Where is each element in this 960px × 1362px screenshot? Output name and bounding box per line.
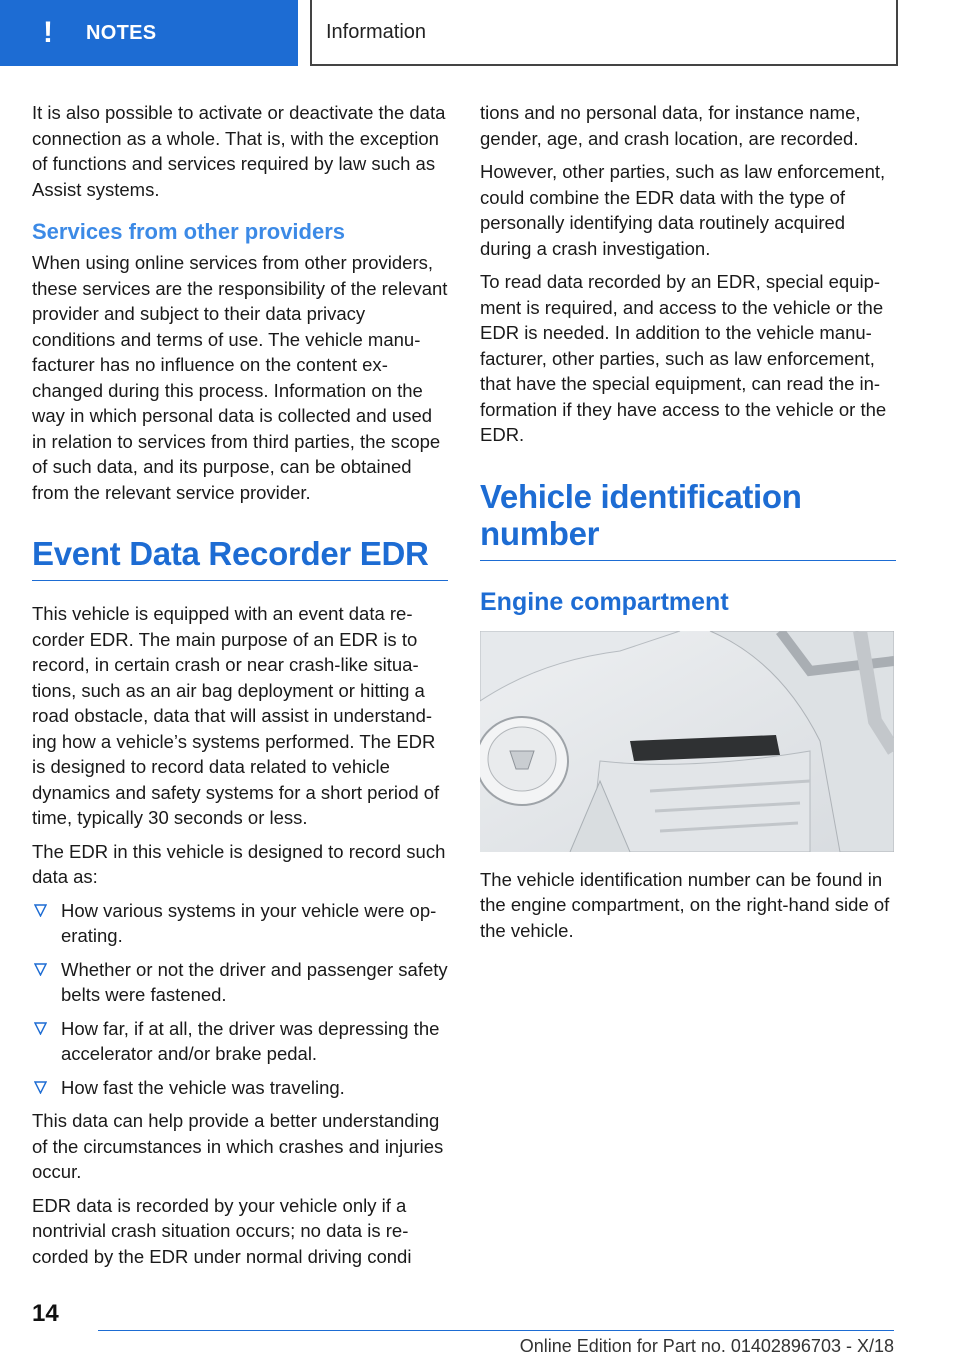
edr-divider [32,580,448,581]
services-paragraph: When using online services from other providers, these services are the responsibility of the relevant provider and subject to their data privacy conditions and terms of use. The vehicle manufacturer has no influence on the content exchanged during this process. Information on the way in which personal data is collected and used in relation to services from third parties, the scope of such data, and its purpose, can be obtained from the relevant service provider. [32,252,448,503]
engine-heading: Engine compartment [480,587,729,616]
services-heading: Services from other providers [32,219,346,244]
intro-paragraph: It is also possible to activate or deactivate the data connection as a whole. That is, with the exception of functions and services required by law such as Assist systems. [32,102,446,200]
notes-tab [0,0,298,66]
page-number: 14 [32,1300,59,1327]
triangle-bullet-icon [34,1022,47,1035]
triangle-bullet-icon [34,1081,47,1094]
list-item: Whether or not the driver and passenger safety belts were fastened. [32,957,448,1008]
vin-divider [480,560,896,561]
section-tab [310,0,898,66]
footer-divider [98,1330,894,1331]
notes-label: NOTES [86,21,157,44]
vin-heading: Vehicle identification number [480,477,802,552]
right-column [480,100,896,951]
engine-compartment-image [480,631,894,852]
edr-paragraph-3: This data can help provide a better understanding of the circumstances in which crashes and injuries occur. [32,1110,444,1182]
triangle-bullet-icon [34,963,47,976]
edr-paragraph-4: EDR data is recorded by your vehicle only if a nontrivial crash situation occurs; no data is recorded by the EDR under normal driving condi [32,1194,412,1267]
edr-paragraph-2: The EDR in this vehicle is designed to record such data as: [32,840,446,887]
list-item: How far, if at all, the driver was depressing the accelerator and/or brake pedal. [32,1016,448,1067]
edr-heading: Event Data Recorder EDR [32,535,429,572]
edr-paragraph-1: This vehicle is equipped with an event data recorder EDR. The main purpose of an EDR is to record, in certain crash or near crash-like situations, such as an air bag deployment or hitting a road obstacle, data that will assist in understanding how a vehicle’s systems performed. The EDR is designed to record data related to vehicle dynamics and safety systems for a short period of time, typically 30 seconds or less. [32,603,440,828]
left-column [32,100,448,1277]
exclamation-icon: ! [43,16,53,49]
list-item: How various systems in your vehicle were operating. [32,898,448,949]
edr-bullet-list [32,898,448,1101]
cont-paragraph-2: However, other parties, such as law enforcement, could combine the EDR data with the type of personally identifying data routinely acquired during a crash investigation. [480,161,886,259]
section-label: Information [326,20,427,43]
engine-paragraph: The vehicle identification number can be found in the engine compartment, on the right-hand side of the vehicle. [480,868,890,941]
list-item: How fast the vehicle was traveling. [32,1075,448,1101]
triangle-bullet-icon [34,904,47,917]
cont-paragraph-1: tions and no personal data, for instance name, gender, age, and crash location, are recorded. [480,102,861,149]
edition-footer: Online Edition for Part no. 01402896703 - X/18 [519,1336,894,1356]
cont-paragraph-3: To read data recorded by an EDR, special equipment is required, and access to the vehicle or the EDR is needed. In addition to the vehicle manufacturer, other parties, such as law enforcement, that have the special equipment, can read the information if they have access to the vehicle or the EDR. [480,271,887,445]
